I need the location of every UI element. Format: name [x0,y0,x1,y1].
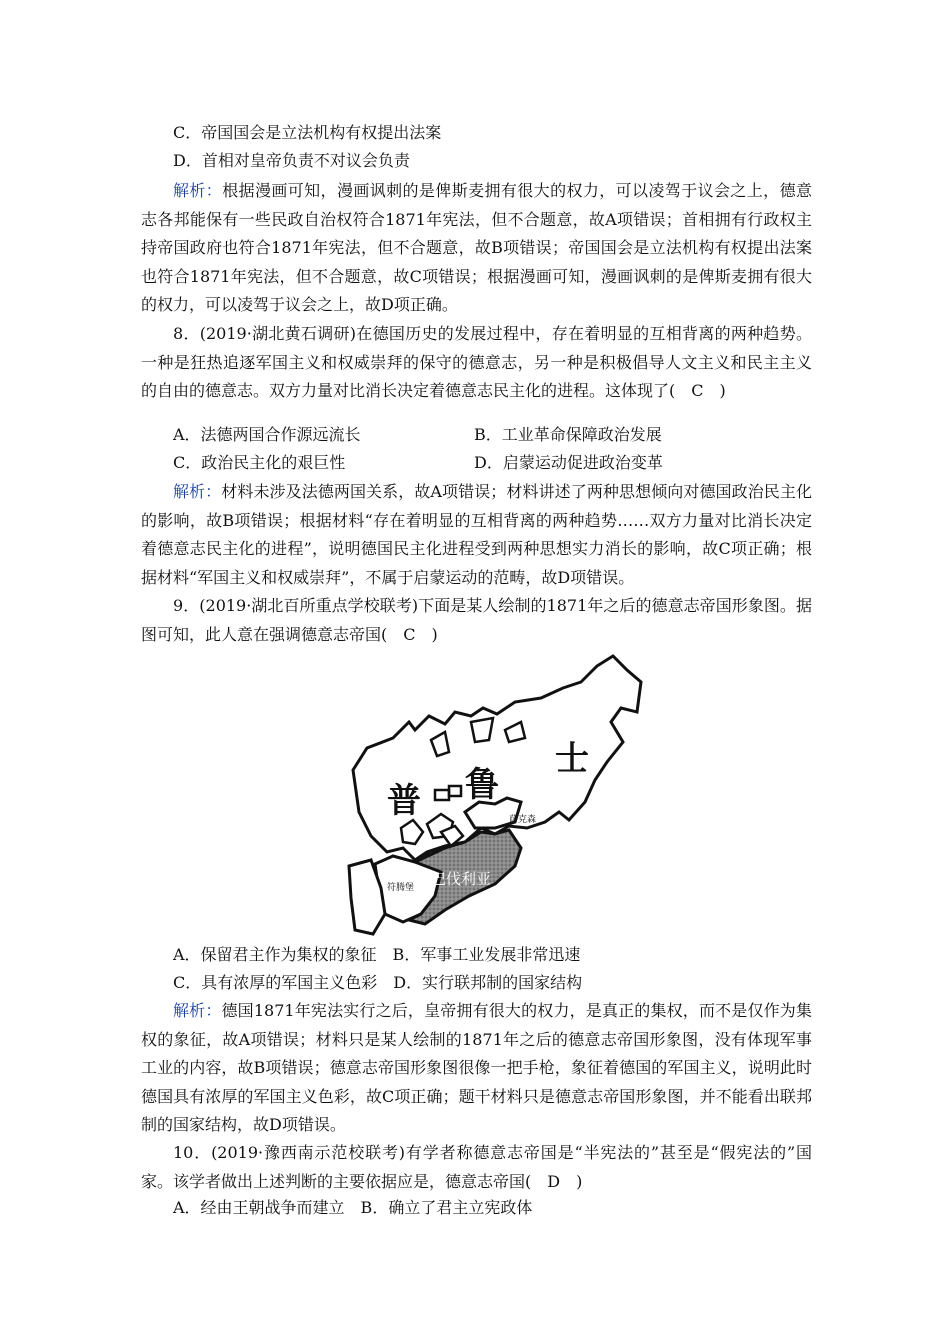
map-label-lu: 鲁 [465,765,499,805]
q7-analysis-label: 解析： [173,181,223,200]
q8-options-row-2 [141,451,844,475]
q9-options-cd: C．具有浓厚的军国主义色彩 D．实行联邦制的国家结构 [173,973,583,992]
q9-stem: 9．(2019·湖北百所重点学校联考)下面是某人绘制的1871年之后的德意志帝国形象图。据图可知，此人意在强调德意志帝国( C ) [141,596,812,644]
enclave-shape [471,718,493,742]
q8-analysis-label: 解析： [173,482,222,501]
q8-option-d: D．启蒙运动促进政治变革 [474,453,663,472]
q7-analysis [141,177,812,320]
q9-options-ab: A．保留君主作为集权的象征 B．军事工业发展非常迅速 [173,945,581,964]
q10-options-ab: A．经由王朝战争而建立 B．确立了君主立宪政体 [173,1198,533,1217]
map-label-bavaria: 巴伐利亚 [431,870,492,888]
q7-option-d: D．首相对皇帝负责不对议会负责 [173,151,410,170]
q8-stem: 8．(2019·湖北黄石调研)在德国历史的发展过程中，存在着明显的互相背离的两种趋势。一种是狂热追逐军国主义和权威崇拜的保守的德意志，另一种是积极倡导人文主义和民主主义的自由的德意志。双方力量对比消长决定着德意志民主化的进程。这体现了( C ) [141,324,812,400]
q8-option-c: C．政治民主化的艰巨性 [173,453,346,472]
q8-option-b: B．工业革命保障政治发展 [474,425,662,444]
q8-options-row-1 [141,423,844,447]
prussia-region [353,656,641,860]
q8-option-a: A．法德两国合作源远流长 [173,425,361,444]
german-empire-map [345,652,645,936]
q7-option-c: C．帝国国会是立法机构有权提出法案 [173,123,442,142]
q9-analysis-label: 解析： [173,1001,222,1020]
q10-stem: 10．(2019·豫西南示范校联考)有学者称德意志帝国是“半宪法的”甚至是“假宪法的”国家。该学者做出上述判断的主要依据应是，德意志帝国( D ) [141,1143,812,1191]
q8-analysis-text: 材料未涉及法德两国关系，故A项错误；材料讲述了两种思想倾向对德国政治民主化的影响，故B项错误；根据材料“存在着明显的互相背离的两种趋势……双方力量对比消长决定着德意志民主化的进程”，说明德国民主化进程受到两种思想实力消长的影响，故C项正确；根据材料“军国主义和权威崇拜”，不属于启蒙运动的范畴，故D项错误。 [141,482,812,587]
q7-analysis-text: 根据漫画可知，漫画讽刺的是俾斯麦拥有很大的权力，可以凌驾于议会之上，德意志各邦能保有一些民政自治权符合1871年宪法，但不合题意，故A项错误；首相拥有行政权主持帝国政府也符合1871年宪法，但不合题意，故B项错误；帝国国会是立法机构有权提出法案也符合1871年宪法，但不合题意，故C项错误；根据漫画可知，漫画讽刺的是俾斯麦拥有很大的权力，可以凌驾于议会之上，故D项正确。 [141,181,812,314]
map-label-shi: 士 [555,739,589,779]
map-label-saxony: 萨克森 [509,815,537,825]
q9-analysis [141,997,812,1140]
q9-analysis-text: 德国1871年宪法实行之后，皇帝拥有很大的权力，是真正的集权，而不是仅作为集权的象征，故A项错误；材料只是某人绘制的1871年之后的德意志帝国形象图，没有体现军事工业的内容，故B项错误；德意志帝国形象图很像一把手枪，象征着德国的军国主义，说明此时德国具有浓厚的军国主义色彩，故C项正确；题干材料只是德意志帝国形象图，并不能看出联邦制的国家结构，故D项错误。 [141,1001,812,1134]
q8-analysis [141,478,812,592]
map-label-wurttemberg: 符腾堡 [387,883,415,893]
map-label-pu: 普 [387,781,421,821]
